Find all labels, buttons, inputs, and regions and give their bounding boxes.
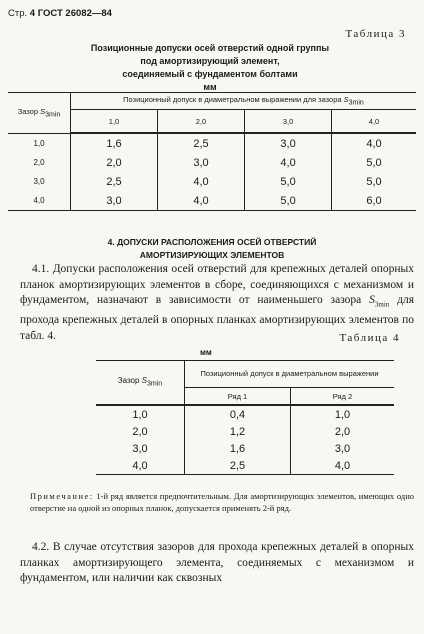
table-cell: 1,0 xyxy=(8,133,71,153)
page-number: 4 xyxy=(29,8,36,19)
table3-gap-header: Зазор $S_{3min}$ xyxy=(8,93,71,134)
table-row xyxy=(96,457,394,475)
table-cell: 5,0 xyxy=(332,153,416,172)
table-cell: 4,0 xyxy=(96,457,185,475)
table3-title-line: соединяемый с фундаментом болтами xyxy=(122,69,298,79)
table-cell: 2,5 xyxy=(185,457,291,475)
table3-subheader: 1,0 xyxy=(71,110,158,134)
table4-caption: Таблица 4 xyxy=(339,332,400,344)
table-cell: 1,0 xyxy=(291,405,394,423)
table-cell: 3,0 xyxy=(245,133,332,153)
note-label: Примечание: xyxy=(30,491,94,501)
table4-tolerance-header: Позиционный допуск в диаметральном выражении xyxy=(185,361,395,388)
table-cell: 1,6 xyxy=(185,440,291,457)
table-cell: 4,0 xyxy=(158,172,245,191)
table-cell: 2,0 xyxy=(132,425,148,438)
table4-units: мм xyxy=(200,348,212,357)
table3-title-line: под амортизирующий элемент, xyxy=(140,56,280,66)
table3-header-row xyxy=(8,93,416,110)
table-cell: 5,0 xyxy=(245,172,332,191)
section-title-line: АМОРТИЗИРУЮЩИХ ЭЛЕМЕНТОВ xyxy=(139,250,285,260)
table-cell: 1,0 xyxy=(132,408,148,421)
table-cell: 3,0 xyxy=(8,172,71,191)
table-cell: 3,0 xyxy=(71,191,158,211)
table-row xyxy=(96,405,394,423)
table-row xyxy=(8,153,416,172)
table-cell: 4,0 xyxy=(332,133,416,153)
table4-header-row xyxy=(96,361,394,388)
table-cell: 3,0 xyxy=(158,153,245,172)
table-cell: 1,6 xyxy=(106,137,122,150)
table-cell: 0,4 xyxy=(185,405,291,423)
table-row xyxy=(8,172,416,191)
table3-title-line: Позиционные допуски осей отверстий одной группы xyxy=(90,43,330,53)
table-cell: 2,0 xyxy=(8,153,71,172)
page-header xyxy=(8,8,112,19)
table4-subheader: Ряд 1 xyxy=(185,388,291,406)
table3-title xyxy=(60,42,360,94)
table-cell: 5,0 xyxy=(332,172,416,191)
section-title xyxy=(0,236,424,262)
page-label: Стр. xyxy=(8,8,28,19)
table4 xyxy=(96,360,394,475)
table-row xyxy=(8,191,416,211)
table-cell: 2,0 xyxy=(291,423,394,440)
table3-caption: Таблица 3 xyxy=(345,28,406,40)
table3-subheader: 2,0 xyxy=(158,110,245,134)
table-row xyxy=(96,423,394,440)
table3-units: мм xyxy=(203,82,217,92)
table-cell: 5,0 xyxy=(245,191,332,211)
paragraph-4-1: 4.1. Допуски расположения осей отверстий для крепежных деталей опорных планок амортизирующих элементов в сборе, соединяющихся с механизмом и фундаментом, назначают в зависимости от наименьшего зазора $S_{3min}$ для прохода крепежных деталей в опорных планках амортизирующих элементов по табл. 4. xyxy=(20,263,414,342)
table-cell: 3,0 xyxy=(291,440,394,457)
table3-subheader: 3,0 xyxy=(245,110,332,134)
table3-tolerance-header: Позиционный допуск в диаметральном выражении для зазора $S_{3min}$ xyxy=(71,93,417,110)
table-cell: 4,0 xyxy=(158,191,245,211)
table-cell: 2,5 xyxy=(106,175,122,188)
table3 xyxy=(8,92,416,211)
table-row xyxy=(96,440,394,457)
table4-subheader: Ряд 2 xyxy=(291,388,394,406)
section-title-line: 4. ДОПУСКИ РАСПОЛОЖЕНИЯ ОСЕЙ ОТВЕРСТИЙ xyxy=(107,237,317,247)
table3-subheader: 4,0 xyxy=(332,110,416,134)
paragraph-4-2: 4.2. В случае отсутствия зазоров для прохода крепежных деталей в опорных планках амортизирующего элемента, соединяемых с механизмом и фундаментом, или наличии как сквозных xyxy=(20,541,414,585)
table-row xyxy=(8,133,416,153)
standard-number: ГОСТ 26082—84 xyxy=(37,8,112,19)
table-cell: 1,2 xyxy=(185,423,291,440)
table-cell: 2,0 xyxy=(106,156,122,169)
note-text: 1-й ряд является предпочтительным. Для амортизирующих элементов, имеющих одно отверстие на одной из опорных планок, допускается применять 2-й ряд. xyxy=(30,491,414,513)
table-cell: 4,0 xyxy=(291,457,394,475)
table4-gap-header: Зазор $S_{3min}$ xyxy=(96,361,185,406)
table4-note xyxy=(30,490,414,514)
table-cell: 2,5 xyxy=(158,133,245,153)
table-cell: 6,0 xyxy=(332,191,416,211)
table-cell: 4,0 xyxy=(245,153,332,172)
table-cell: 4,0 xyxy=(8,191,71,211)
table-cell: 3,0 xyxy=(132,442,148,455)
